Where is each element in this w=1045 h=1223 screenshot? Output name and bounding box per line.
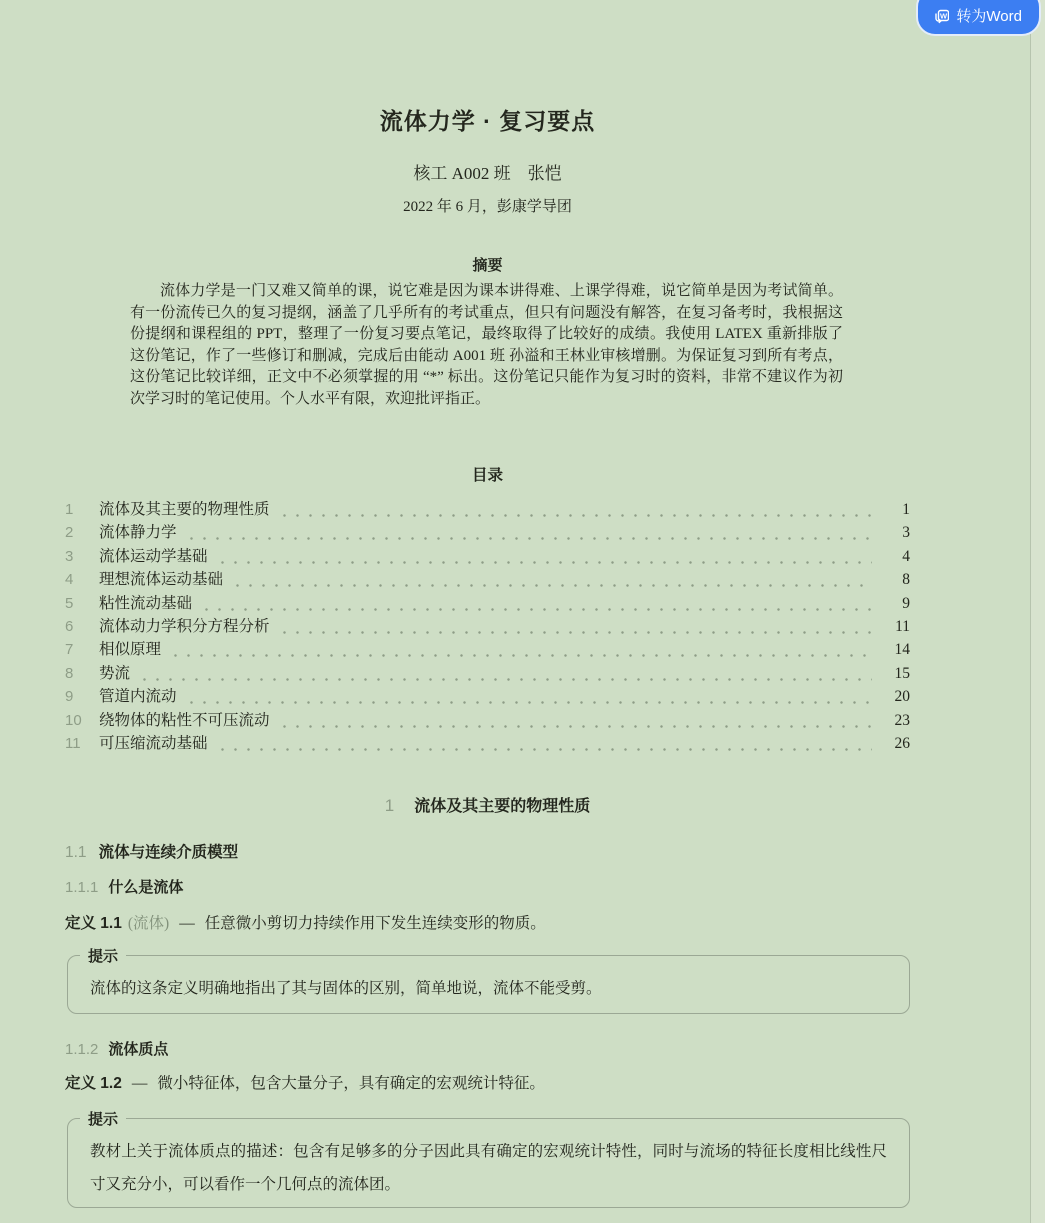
toc-dot-leader xyxy=(200,591,872,614)
subsubsection-title: 什么是流体 xyxy=(108,879,184,896)
doc-author: 核工 A002 班 张恺 xyxy=(413,164,562,183)
toc-item[interactable] xyxy=(65,591,910,614)
toc-item[interactable] xyxy=(65,661,910,684)
definition-label: 定义 1.2 xyxy=(65,1075,122,1092)
toc-item-page: 3 xyxy=(902,524,910,542)
toc-item-title: 势流 xyxy=(99,664,131,682)
toc-item-page: 26 xyxy=(894,734,910,752)
toc-item-title: 绕物体的粘性不可压流动 xyxy=(99,711,270,729)
section-title: 流体及其主要的物理性质 xyxy=(414,798,591,815)
hint-box-title: 提示 xyxy=(80,945,126,966)
table-of-contents xyxy=(65,497,910,754)
subsubsection-title: 流体质点 xyxy=(108,1041,169,1058)
subsection-title: 流体与连续介质模型 xyxy=(98,844,239,861)
toc-item[interactable] xyxy=(65,497,910,520)
toc-item[interactable] xyxy=(65,544,910,567)
subsection-number: 1.1 xyxy=(65,844,87,861)
toc-item-title: 流体动力学积分方程分析 xyxy=(99,617,270,635)
toc-item-page: 4 xyxy=(902,547,910,565)
toc-item-number: 6 xyxy=(65,617,74,635)
subsubsection-heading xyxy=(65,876,910,897)
toc-item-number: 11 xyxy=(65,734,81,752)
subsubsection-number: 1.1.1 xyxy=(65,879,99,896)
toc-item-number: 8 xyxy=(65,664,74,682)
definition-label: 定义 1.1 xyxy=(65,915,122,932)
toc-item-title: 流体及其主要的物理性质 xyxy=(99,501,270,518)
hint-box-body: 教材上关于流体质点的描述：包含有足够多的分子因此具有确定的宏观统计特性，同时与流场的特征长度相比线性尺寸又充分小，可以看作一个几何点的流体团。 xyxy=(90,1143,887,1193)
toc-dot-leader xyxy=(278,614,872,637)
subsubsection-number: 1.1.2 xyxy=(65,1041,99,1058)
toc-item-page: 15 xyxy=(894,664,910,682)
definition-text: 微小特征体，包含大量分子，具有确定的宏观统计特征。 xyxy=(157,1075,545,1092)
toc-item[interactable] xyxy=(65,637,910,660)
toc-dot-leader xyxy=(185,684,872,707)
section-number: 1 xyxy=(384,796,395,815)
abstract-heading: 摘要 xyxy=(472,257,503,274)
hint-box-body: 流体的这条定义明确地指出了其与固体的区别，简单地说，流体不能受剪。 xyxy=(90,980,602,997)
definition-term: (流体) xyxy=(127,915,170,932)
doc-title: 流体力学 · 复习要点 xyxy=(379,108,596,134)
toc-item[interactable] xyxy=(65,567,910,590)
convert-word-icon xyxy=(932,6,949,25)
toc-dot-leader xyxy=(216,731,872,754)
toc-item[interactable] xyxy=(65,731,910,754)
abstract-body: 流体力学是一门又难又简单的课，说它难是因为课本讲得难、上课学得难，说它简单是因为考试简单。有一份流传已久的复习提纲，涵盖了几乎所有的考试重点，但只有问题没有解答，在复习备考时，我根据这份提纲和课程组的 PPT，整理了一份复习要点笔记，最终取得了比较好的成绩。我使用 LATEX 重新排版了这份笔记，作了一些修订和删减，完成后由能动 A001 班 孙溢和王林业审核增删。为保证复习到所有考点，这份笔记比较详细，正文中不必须掌握的用 “*” 标出。这份笔记只能作为复习时的资料，非常不建议作为初次学习时的笔记使用。个人水平有限，欢迎批评指正。 xyxy=(130,283,843,407)
toc-dot-leader xyxy=(138,661,872,684)
definition-dash: — xyxy=(131,1075,148,1092)
toc-item-title: 可压缩流动基础 xyxy=(99,734,208,752)
toc-item-number: 3 xyxy=(65,547,74,565)
definition-line xyxy=(65,1071,910,1093)
toc-item-number: 7 xyxy=(65,641,74,659)
svg-text:W: W xyxy=(940,11,948,21)
definition-line xyxy=(65,911,910,933)
toc-dot-leader xyxy=(185,520,872,543)
toc-item-number: 2 xyxy=(65,524,74,542)
toc-item-title: 粘性流动基础 xyxy=(99,594,193,612)
toc-item-title: 流体运动学基础 xyxy=(99,547,208,565)
toc-item-page: 1 xyxy=(902,501,910,518)
toc-dot-leader xyxy=(278,708,872,731)
subsection-heading xyxy=(65,840,910,862)
toc-dot-leader xyxy=(231,567,872,590)
toc-heading: 目录 xyxy=(471,467,503,484)
toc-item-page: 9 xyxy=(902,594,910,612)
hint-box xyxy=(67,1111,910,1208)
toc-item[interactable] xyxy=(65,684,910,707)
toc-item-page: 14 xyxy=(894,641,910,659)
viewer-right-margin xyxy=(1030,0,1045,1223)
toc-item-title: 理想流体运动基础 xyxy=(99,571,224,589)
toc-item[interactable] xyxy=(65,614,910,637)
toc-item-number: 4 xyxy=(65,571,74,589)
doc-date: 2022 年 6 月，彭康学导团 xyxy=(403,199,572,215)
toc-dot-leader xyxy=(169,637,872,660)
subsubsection-heading xyxy=(65,1038,910,1059)
toc-dot-leader xyxy=(278,497,872,520)
toc-item[interactable] xyxy=(65,708,910,731)
hint-box xyxy=(67,948,910,1014)
hint-box-title: 提示 xyxy=(80,1108,126,1129)
toc-item-title: 流体静力学 xyxy=(99,524,177,542)
section-heading xyxy=(65,793,910,816)
toc-item-number: 10 xyxy=(65,711,82,729)
toc-item-title: 管道内流动 xyxy=(99,688,177,706)
toc-item-page: 20 xyxy=(894,688,910,706)
toc-item-page: 8 xyxy=(902,571,910,589)
toc-item-title: 相似原理 xyxy=(99,641,162,659)
convert-to-word-button[interactable] xyxy=(916,0,1041,36)
toc-item-page: 11 xyxy=(895,617,910,635)
convert-button-label: 转为Word xyxy=(956,8,1022,25)
definition-text: 任意微小剪切力持续作用下发生连续变形的物质。 xyxy=(204,915,546,932)
toc-item-number: 5 xyxy=(65,594,74,612)
toc-item-number: 9 xyxy=(65,688,74,706)
toc-item-page: 23 xyxy=(894,711,910,729)
toc-item-number: 1 xyxy=(65,501,74,518)
definition-dash: — xyxy=(179,915,195,932)
toc-item[interactable] xyxy=(65,520,910,543)
toc-dot-leader xyxy=(216,544,872,567)
